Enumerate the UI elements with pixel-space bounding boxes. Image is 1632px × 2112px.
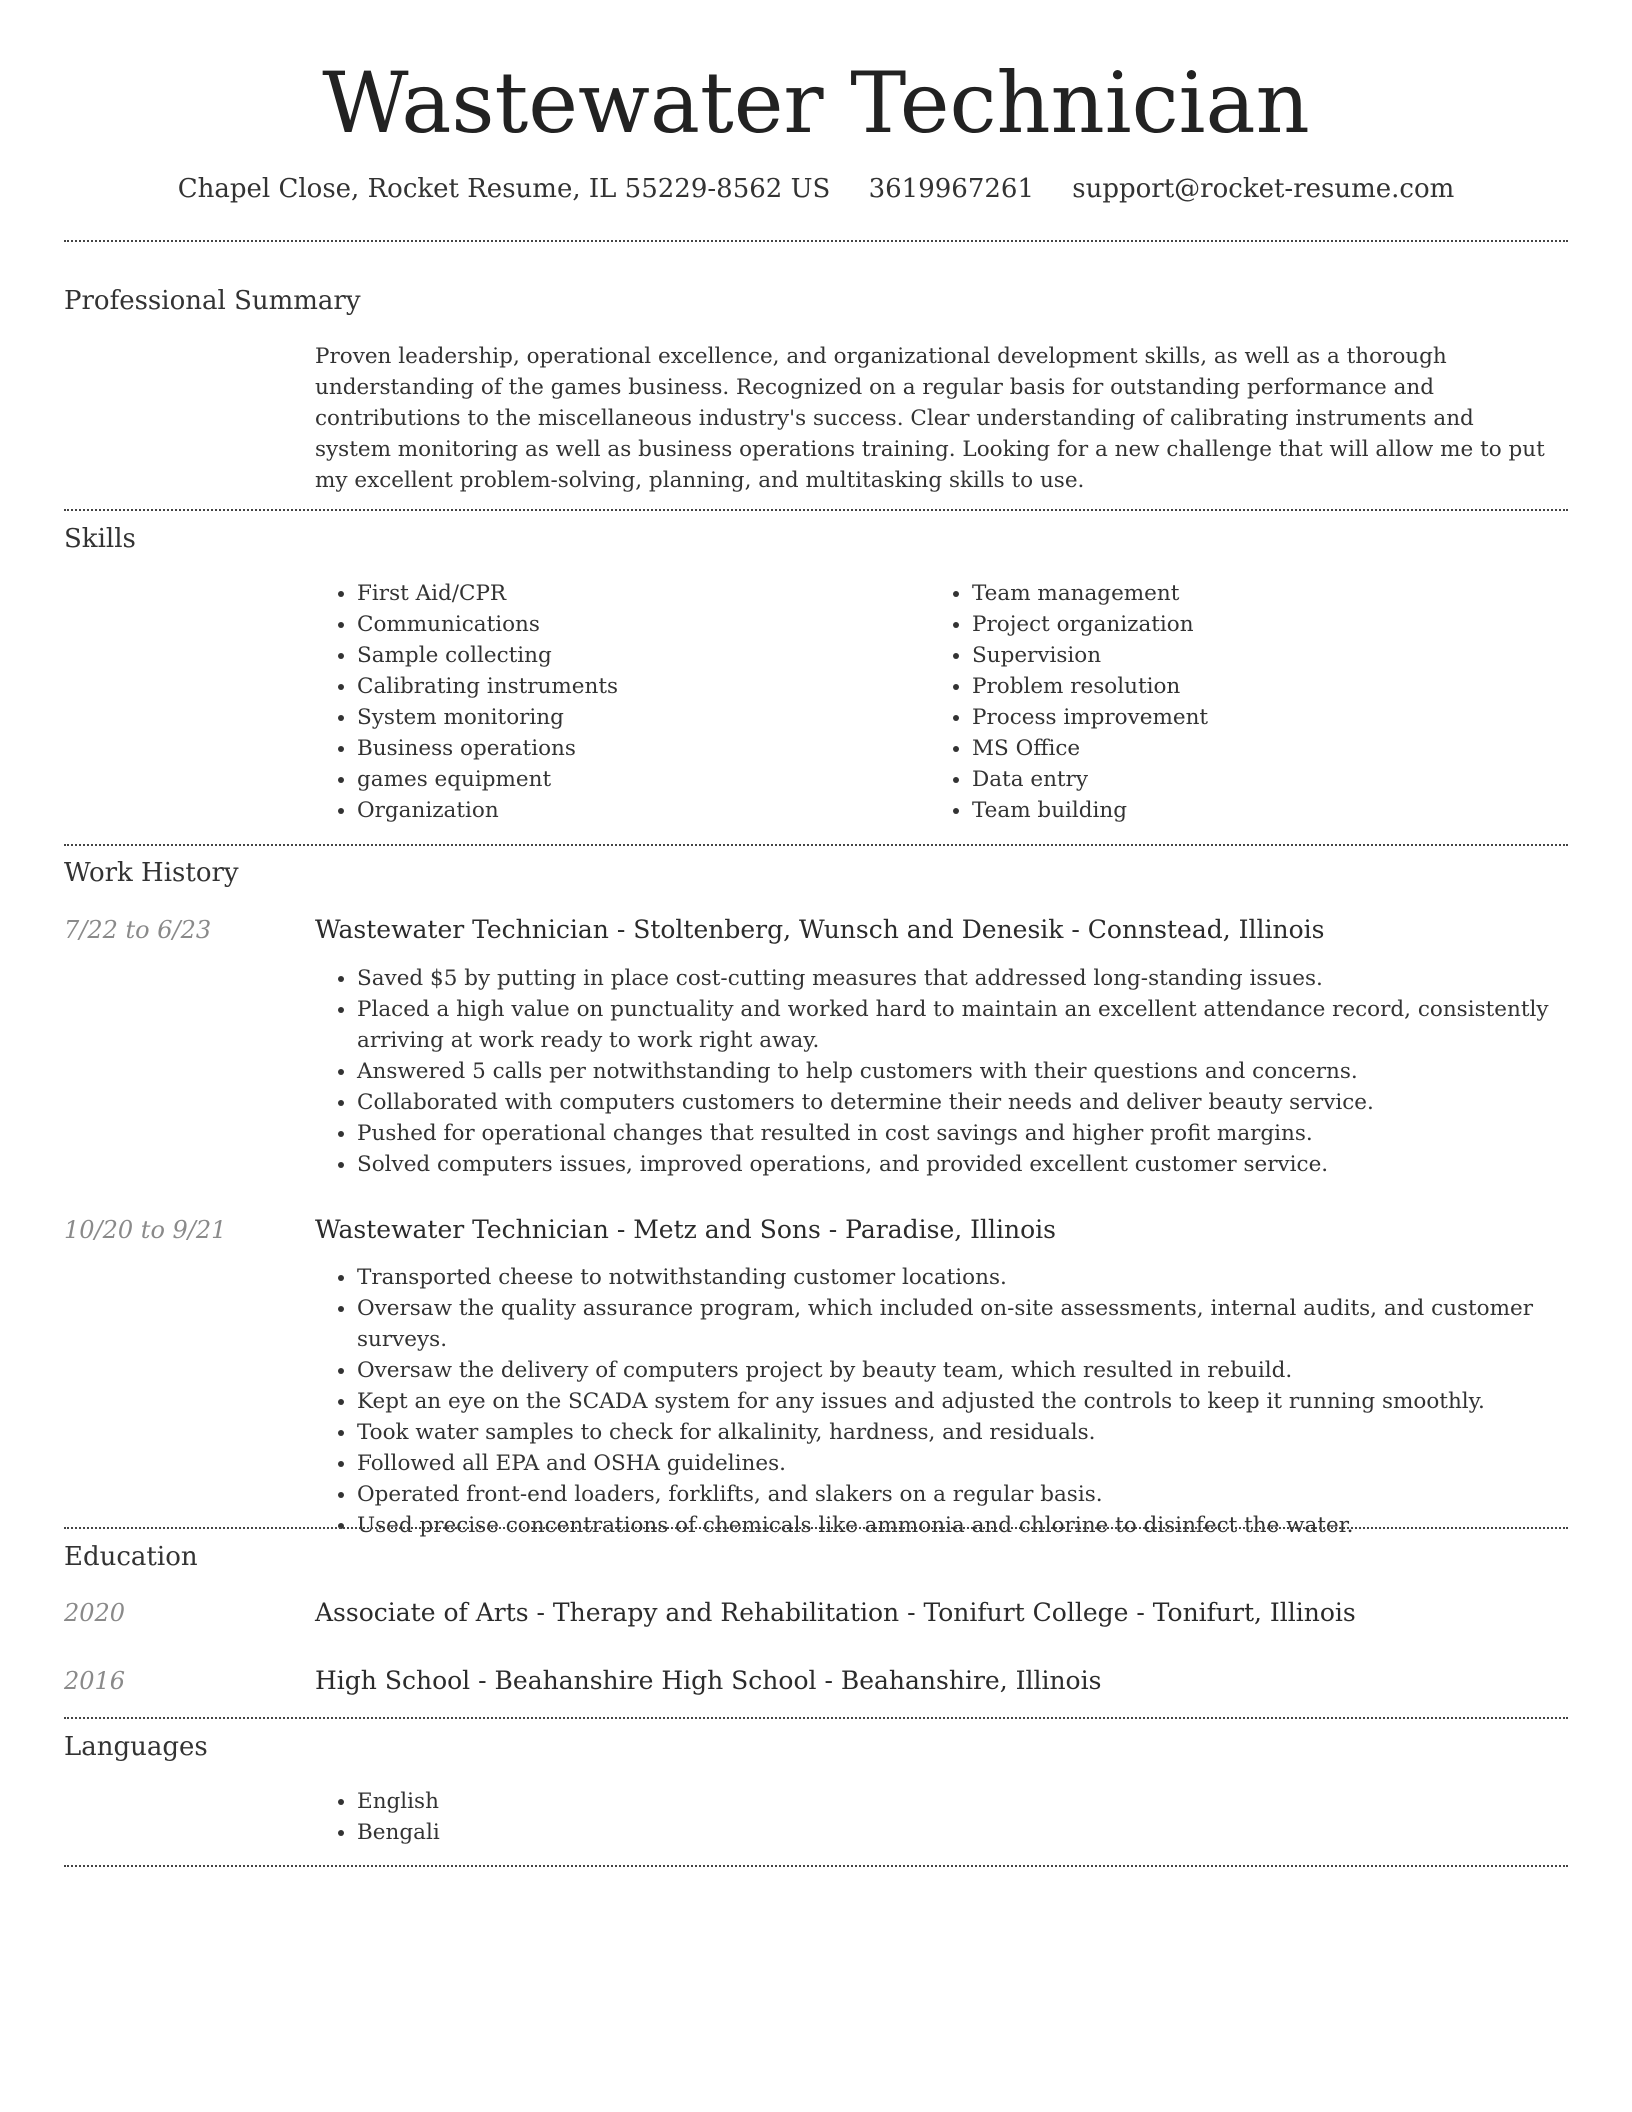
divider (64, 509, 1568, 511)
job-bullet: • Kept an eye on the SCADA system for any issues and adjusted the controls to keep it running smoothly. (357, 1386, 1597, 1417)
education-entry (315, 1664, 1101, 1698)
job-bullet: • Took water samples to check for alkalinity, hardness, and residuals. (357, 1417, 1597, 1448)
skill-item: • Communications (357, 609, 917, 640)
section-title-work: Work History (64, 858, 239, 888)
section-title-summary: Professional Summary (64, 286, 361, 316)
job-dates: 10/20 to 9/21 (64, 1216, 227, 1244)
job-bullet: • Operated front-end loaders, forklifts, and slakers on a regular basis. (357, 1479, 1597, 1510)
divider (64, 1527, 1568, 1529)
skill-item: • Sample collecting (357, 640, 917, 671)
divider (64, 844, 1568, 846)
job-bullet: • Collaborated with computers customers to determine their needs and deliver beauty service. (357, 1087, 1597, 1118)
skill-item: • Team management (972, 578, 1532, 609)
degree: Associate of Arts - Therapy and Rehabilitation (315, 1598, 900, 1627)
divider (64, 1717, 1568, 1719)
skill-item: • MS Office (972, 733, 1532, 764)
education-year: 2016 (64, 1667, 126, 1695)
skill-item: • Project organization (972, 609, 1532, 640)
skill-item: • Problem resolution (972, 671, 1532, 702)
job-dates: 7/22 to 6/23 (64, 916, 212, 944)
skills-list-right (928, 578, 1532, 826)
education-entry (315, 1596, 1356, 1630)
skill-item: • Calibrating instruments (357, 671, 917, 702)
job-bullet: • Oversaw the delivery of computers project by beauty team, which resulted in rebuild. (357, 1355, 1597, 1386)
skill-item: • First Aid/CPR (357, 578, 917, 609)
languages-list (313, 1786, 957, 1848)
section-title-skills: Skills (64, 524, 136, 554)
job-bullet: • Saved $5 by putting in place cost-cutting measures that addressed long-standing issues. (357, 963, 1597, 994)
education-year: 2020 (64, 1599, 126, 1627)
address: Chapel Close, Rocket Resume, IL 55229-8562 US (177, 174, 831, 204)
school-details: - Tonifurt College - Tonifurt, Illinois (899, 1598, 1356, 1627)
language-item: • Bengali (357, 1817, 957, 1848)
section-title-education: Education (64, 1542, 198, 1572)
job-bullet: • Transported cheese to notwithstanding customer locations. (357, 1262, 1597, 1293)
job-heading: Wastewater Technician - Stoltenberg, Wunsch and Denesik - Connstead, Illinois (315, 915, 1325, 944)
contact-line (0, 172, 1632, 206)
job-bullet: • Pushed for operational changes that resulted in cost savings and higher profit margins. (357, 1118, 1597, 1149)
divider (64, 1865, 1568, 1867)
skill-item: • Process improvement (972, 702, 1532, 733)
phone: 3619967261 (868, 174, 1034, 204)
degree: High School (315, 1666, 471, 1695)
skill-item: • System monitoring (357, 702, 917, 733)
skill-item: • Team building (972, 795, 1532, 826)
job-bullet: • Followed all EPA and OSHA guidelines. (357, 1448, 1597, 1479)
job-bullets (313, 963, 1597, 1180)
job-bullet: • Placed a high value on punctuality and worked hard to maintain an excellent attendance record, consistently arriving at work ready to work right away. (357, 994, 1597, 1056)
job-bullet: • Solved computers issues, improved operations, and provided excellent customer service. (357, 1149, 1597, 1180)
language-item: • English (357, 1786, 957, 1817)
skills-list-left (313, 578, 917, 826)
divider (64, 240, 1568, 242)
skill-item: • games equipment (357, 764, 917, 795)
job-heading: Wastewater Technician - Metz and Sons - Paradise, Illinois (315, 1215, 1056, 1244)
skill-item: • Business operations (357, 733, 917, 764)
email-link[interactable]: support@rocket-resume.com (1072, 174, 1455, 204)
skill-item: • Organization (357, 795, 917, 826)
resume-name: Wastewater Technician (322, 54, 1310, 152)
school-details: - Beahanshire High School - Beahanshire, Illinois (470, 1666, 1102, 1695)
skill-item: • Supervision (972, 640, 1532, 671)
job-bullet: • Used precise concentrations of chemicals like ammonia and chlorine to disinfect the water. (357, 1510, 1597, 1541)
summary-text: Proven leadership, operational excellence, and organizational development skills, as well as a thorough understanding of the games business. Recognized on a regular basis for outstanding performance and contributions to the miscellaneous industry's success. Clear understanding of calibrating instruments and system monitoring as well as business operations training. Looking for a new challenge that will allow me to put my excellent problem-solving, planning, and multitasking skills to use. (315, 344, 1545, 493)
job-bullet: • Oversaw the quality assurance program, which included on-site assessments, internal audits, and customer surveys. (357, 1293, 1597, 1355)
job-bullets (313, 1262, 1597, 1541)
section-title-languages: Languages (64, 1732, 208, 1762)
job-bullet: • Answered 5 calls per notwithstanding to help customers with their questions and concerns. (357, 1056, 1597, 1087)
skill-item: • Data entry (972, 764, 1532, 795)
